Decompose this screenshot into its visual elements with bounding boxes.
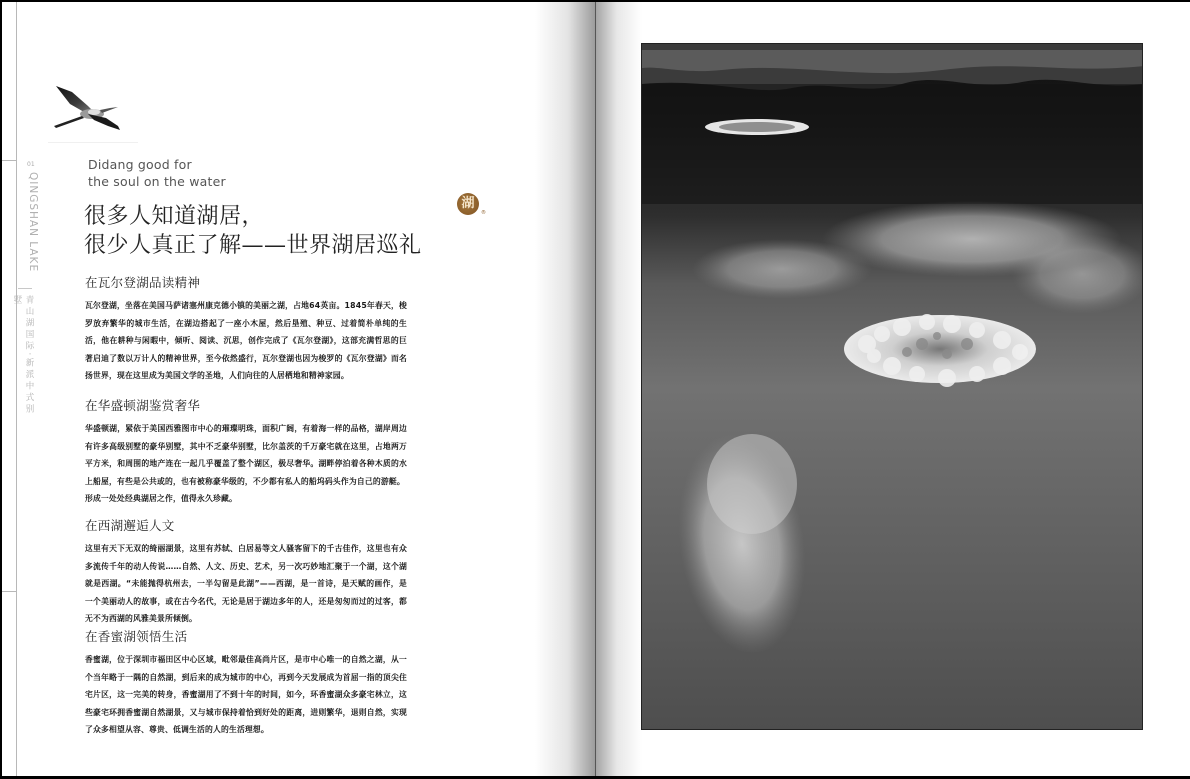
lake-photo (641, 43, 1143, 730)
page-number: 01 (27, 161, 35, 168)
section-body: 华盛顿湖，紧依于美国西雅图市中心的璀璨明珠，面积广阔，有着海一样的品格，湖岸周边有许多高级别墅的豪华别墅，其中不乏豪华别墅，比尔盖茨的千万豪宅就在这里，占地两万平方米，和周围的地产连在一起几乎覆盖了整个湖区，极尽奢华。湖畔停泊着各种木质的水上船屋，有些是公共或的，也有被称豪华级的，不少都有私人的船坞码头作为自己的游艇。 (85, 424, 407, 486)
headline (84, 202, 504, 260)
headline-line-2: 很少人真正了解——世界湖居巡礼 (84, 233, 422, 258)
side-title-english: QINGSHAN LAKE (27, 172, 39, 273)
subtitle-line-1: Didang good for (88, 157, 192, 172)
registered-mark: ® (481, 210, 486, 216)
headline-line-1: 很多人知道湖居， (84, 204, 265, 229)
gutter-shadow-left (535, 2, 595, 776)
section-body: 瓦尔登湖，坐落在美国马萨诸塞州康克德小镇的美丽之湖，占地64英亩。1845年春天，梭罗放弃繁华的城市生活，在湖边搭起了一座小木屋，然后垦殖、种豆、过着简朴单纯的生活，他在耕种与闲暇中，倾听、阅读、沉思，创作完成了《瓦尔登湖》，这部充满哲思的巨著启迪了数以万计人的精神世界，至今依然盛行，瓦尔登湖也因为梭罗的《瓦尔登湖》而名扬世界，现在这里成为美国文学的圣地，人们向往的人居栖地和精神家园。 (85, 301, 407, 380)
subtitle-line-2: the soul on the water (88, 174, 226, 189)
section-washington (85, 396, 407, 508)
section-walden (85, 273, 407, 385)
section-body-closing: 形成一处处经典湖居之作，值得永久珍藏。 (85, 494, 237, 503)
section-west-lake (85, 516, 407, 628)
heron-icon (48, 82, 124, 134)
decorative-underline (48, 142, 138, 143)
section-body: 这里有天下无双的绮丽湖景，这里有苏轼、白居易等文人骚客留下的千古佳作，这里也有众多流传千年的动人传说……自然、人文、历史、艺术，另一次巧妙地汇聚于一个湖，这个湖就是西湖。“未能抛得杭州去，一半勾留是此湖”——西湖，是一首诗，是天赋的画作，是一个美丽动人的故事，或在古今名代，无论是居于湖边多年的人，还是匆匆而过的过客，都无不为西湖的风雅美景所倾倒。 (85, 544, 407, 623)
subtitle-english (88, 156, 288, 190)
frame-left (0, 0, 2, 779)
gutter-shadow-right (596, 2, 642, 776)
section-xiangmi-lake (85, 627, 407, 739)
section-heading: 在西湖邂逅人文 (85, 518, 175, 533)
margin-tick-top (2, 160, 16, 161)
side-title-chinese: 青山湖国际·新派中式别墅 (12, 295, 34, 416)
margin-rule (16, 0, 17, 776)
section-heading: 在华盛顿湖鉴赏奢华 (85, 398, 201, 413)
section-heading: 在瓦尔登湖品读精神 (85, 275, 201, 290)
margin-tick-bottom (2, 591, 16, 592)
section-heading: 在香蜜湖领悟生活 (85, 629, 188, 644)
brand-seal-icon: 湖 (457, 193, 479, 215)
frame-top (0, 0, 1190, 2)
section-body: 香蜜湖，位于深圳市福田区中心区域，毗邻最佳高尚片区，是市中心唯一的自然之湖，从一个当年略于一隅的自然湖，到后来的成为城市的中心，再到今天发展成为首屈一指的顶尖住宅片区，这一完美的转身，香蜜湖用了不到十年的时间，如今，环香蜜湖众多豪宅林立，这些豪宅环拥香蜜湖自然湖景，又与城市保持着恰到好处的距离，进则繁华，退则自然，实现了众多相望从容、尊贵、低调生活的人的生活理想。 (85, 655, 407, 734)
side-divider (18, 288, 32, 289)
